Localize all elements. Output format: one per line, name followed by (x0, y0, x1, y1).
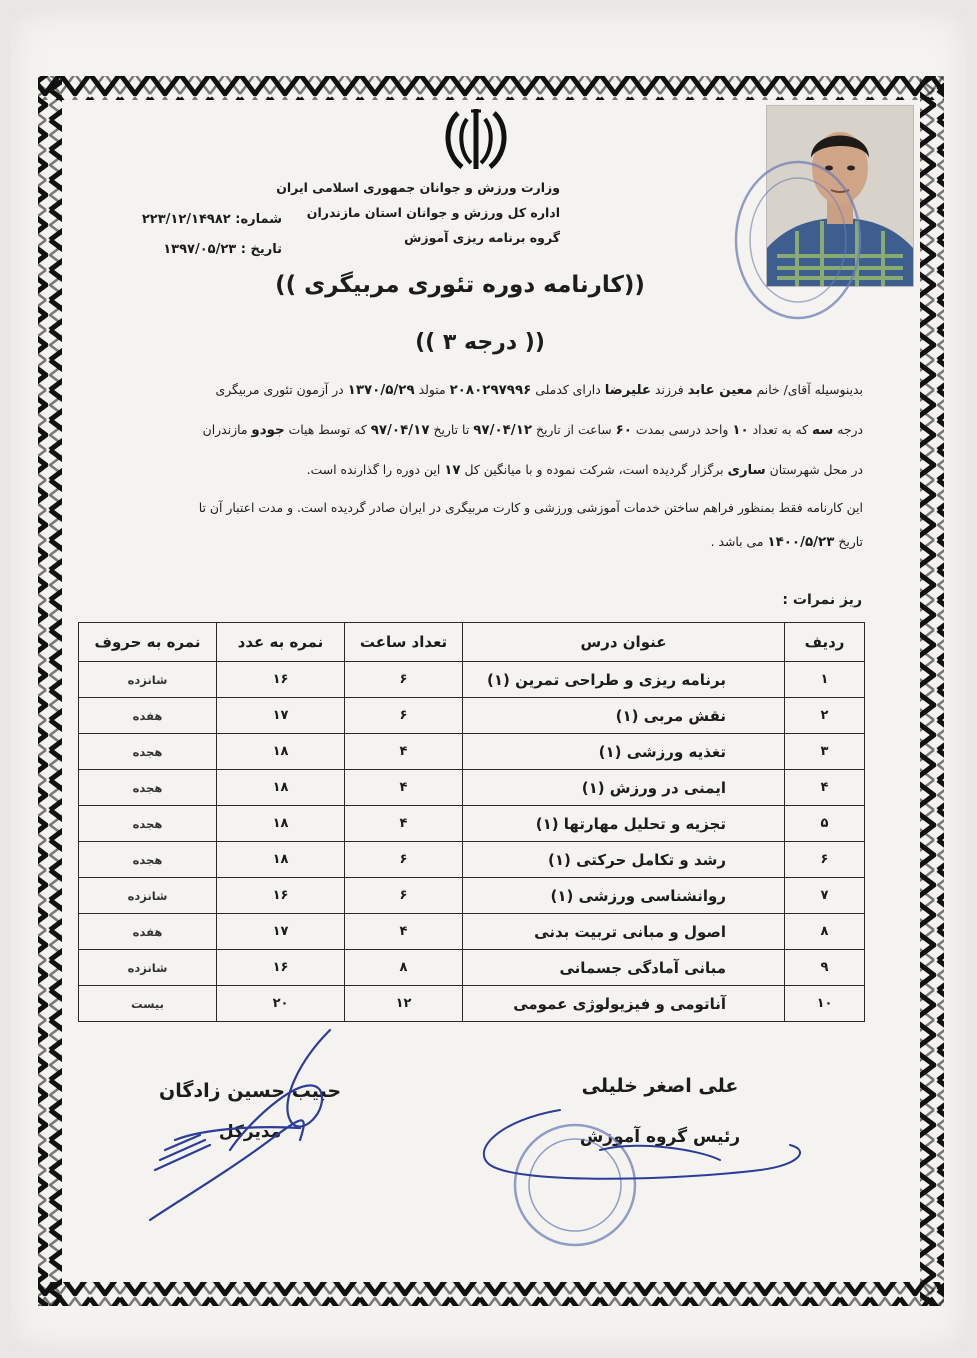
table-row (79, 806, 865, 842)
header-course-title: عنوان درس (463, 623, 785, 662)
cell-course-title: مبانی آمادگی جسمانی (463, 950, 785, 986)
cell-course-title: رشد و تکامل حرکتی (۱) (463, 842, 785, 878)
table-row (79, 878, 865, 914)
cell-grade-words: شانزده (79, 878, 217, 914)
cell-grade-number: ۱۷ (217, 698, 345, 734)
cell-row-number: ۵ (785, 806, 865, 842)
table-row (79, 842, 865, 878)
cell-grade-number: ۱۶ (217, 662, 345, 698)
cell-hours: ۴ (345, 806, 463, 842)
cell-row-number: ۲ (785, 698, 865, 734)
cell-grade-number: ۱۸ (217, 734, 345, 770)
cell-grade-number: ۱۶ (217, 878, 345, 914)
city-name: ساری (727, 463, 766, 478)
cell-course-title: نقش مربی (۱) (463, 698, 785, 734)
cell-grade-number: ۱۸ (217, 842, 345, 878)
table-row (79, 662, 865, 698)
table-header-row (79, 623, 865, 662)
cell-grade-words: هجده (79, 770, 217, 806)
cell-hours: ۴ (345, 770, 463, 806)
body-line-1: بدینوسیله آقای/ خانم معین عابد فرزند علیرضا دارای کدملی ۲۰۸۰۲۹۷۹۹۶ متولد ۱۳۷۰/۵/۲۹ در آزمون تئوری مربیگری (215, 382, 863, 398)
reference-date: تاریخ : ۱۳۹۷/۰۵/۲۳ (163, 242, 282, 257)
iran-emblem-icon (438, 105, 514, 175)
cell-row-number: ۱۰ (785, 986, 865, 1022)
certificate-title: ((کارنامه دوره تئوری مربیگری )) (275, 272, 645, 298)
cell-hours: ۴ (345, 734, 463, 770)
cell-course-title: آناتومی و فیزیولوژی عمومی (463, 986, 785, 1022)
cell-grade-words: هفده (79, 698, 217, 734)
father-name: علیرضا (604, 383, 652, 398)
cell-grade-number: ۱۶ (217, 950, 345, 986)
table-row (79, 950, 865, 986)
birth-date: ۱۳۷۰/۵/۲۹ (347, 383, 415, 398)
table-row (79, 698, 865, 734)
reference-block (112, 205, 282, 265)
cell-row-number: ۴ (785, 770, 865, 806)
cell-hours: ۱۲ (345, 986, 463, 1022)
degree-word: سه (811, 423, 834, 438)
body-line-4: این کارنامه فقط بمنظور فراهم ساختن خدمات آموزشی ورزشی و کارت مربیگری در ایران صادر گردیده است. و مدت اعتبار آن تا (198, 500, 863, 515)
cell-course-title: ایمنی در ورزش (۱) (463, 770, 785, 806)
holder-name: معین عابد (687, 383, 753, 398)
certificate-degree: (( درجه ۳ )) (415, 330, 545, 355)
cell-grade-words: هجده (79, 806, 217, 842)
cell-row-number: ۸ (785, 914, 865, 950)
cell-course-title: تغذیه ورزشی (۱) (463, 734, 785, 770)
header-grade-words: نمره به حروف (79, 623, 217, 662)
head-of-education-name: علی اصغر خلیلی (581, 1075, 739, 1097)
cell-row-number: ۱ (785, 662, 865, 698)
table-row (79, 986, 865, 1022)
cell-hours: ۶ (345, 878, 463, 914)
cell-hours: ۶ (345, 698, 463, 734)
cell-hours: ۶ (345, 842, 463, 878)
cell-course-title: برنامه ریزی و طراحی تمرین (۱) (463, 662, 785, 698)
national-id: ۲۰۸۰۲۹۷۹۹۶ (449, 383, 532, 398)
body-line-5: تاریخ ۱۴۰۰/۵/۲۳ می باشد . (710, 534, 863, 550)
start-date: ۹۷/۰۴/۱۲ (473, 423, 533, 438)
director-role: مدیرکل (218, 1122, 282, 1142)
cell-row-number: ۳ (785, 734, 865, 770)
cell-course-title: روانشناسی ورزشی (۱) (463, 878, 785, 914)
body-line-3: در محل شهرستان ساری برگزار گردیده است، شرکت نموده و با میانگین کل ۱۷ این دوره را گذارنده است. (306, 462, 863, 478)
cell-row-number: ۶ (785, 842, 865, 878)
head-of-education-role: رئیس گروه آموزش (579, 1127, 741, 1147)
cell-row-number: ۷ (785, 878, 865, 914)
cell-grade-words: هفده (79, 914, 217, 950)
certificate-body (88, 370, 863, 560)
cell-hours: ۴ (345, 914, 463, 950)
cell-course-title: تجزیه و تحلیل مهارتها (۱) (463, 806, 785, 842)
unit-count: ۱۰ (732, 423, 749, 438)
cell-grade-words: بیست (79, 986, 217, 1022)
director-name: حبیب حسین زادگان (158, 1080, 342, 1102)
cell-course-title: اصول و مبانی تربیت بدنی (463, 914, 785, 950)
validity-date: ۱۴۰۰/۵/۲۳ (767, 535, 835, 550)
average-grade: ۱۷ (444, 463, 461, 478)
header-hours: تعداد ساعت (345, 623, 463, 662)
table-row (79, 770, 865, 806)
reference-number: شماره: ۲۲۳/۱۲/۱۴۹۸۲ (141, 212, 282, 227)
cell-grade-words: هجده (79, 734, 217, 770)
office-name: اداره کل ورزش و جوانان استان مازندران (306, 205, 560, 220)
hour-count: ۶۰ (615, 423, 632, 438)
group-name: گروه برنامه ریزی آموزش (404, 230, 560, 245)
cell-grade-number: ۲۰ (217, 986, 345, 1022)
ministry-header (276, 175, 560, 250)
official-stamp-icon (728, 150, 878, 328)
sport-name: جودو (251, 423, 285, 438)
body-line-2: درجه سه که به تعداد ۱۰ واحد درسی بمدت ۶۰ ساعت از تاریخ ۹۷/۰۴/۱۲ تا تاریخ ۹۷/۰۴/۱۷ که توسط هیات جودو مازندران (202, 422, 863, 438)
ministry-name: وزارت ورزش و جوانان جمهوری اسلامی ایران (276, 180, 560, 195)
cell-grade-words: هجده (79, 842, 217, 878)
end-date: ۹۷/۰۴/۱۷ (370, 423, 430, 438)
cell-grade-number: ۱۸ (217, 770, 345, 806)
cell-row-number: ۹ (785, 950, 865, 986)
grades-table (78, 622, 865, 1022)
cell-grade-words: شانزده (79, 662, 217, 698)
cell-grade-number: ۱۸ (217, 806, 345, 842)
table-row (79, 914, 865, 950)
grades-heading: ریز نمرات : (782, 592, 862, 608)
header-row-number: ردیف (785, 623, 865, 662)
table-row (79, 734, 865, 770)
cell-grade-number: ۱۷ (217, 914, 345, 950)
cell-hours: ۸ (345, 950, 463, 986)
cell-hours: ۶ (345, 662, 463, 698)
header-grade-number: نمره به عدد (217, 623, 345, 662)
cell-grade-words: شانزده (79, 950, 217, 986)
